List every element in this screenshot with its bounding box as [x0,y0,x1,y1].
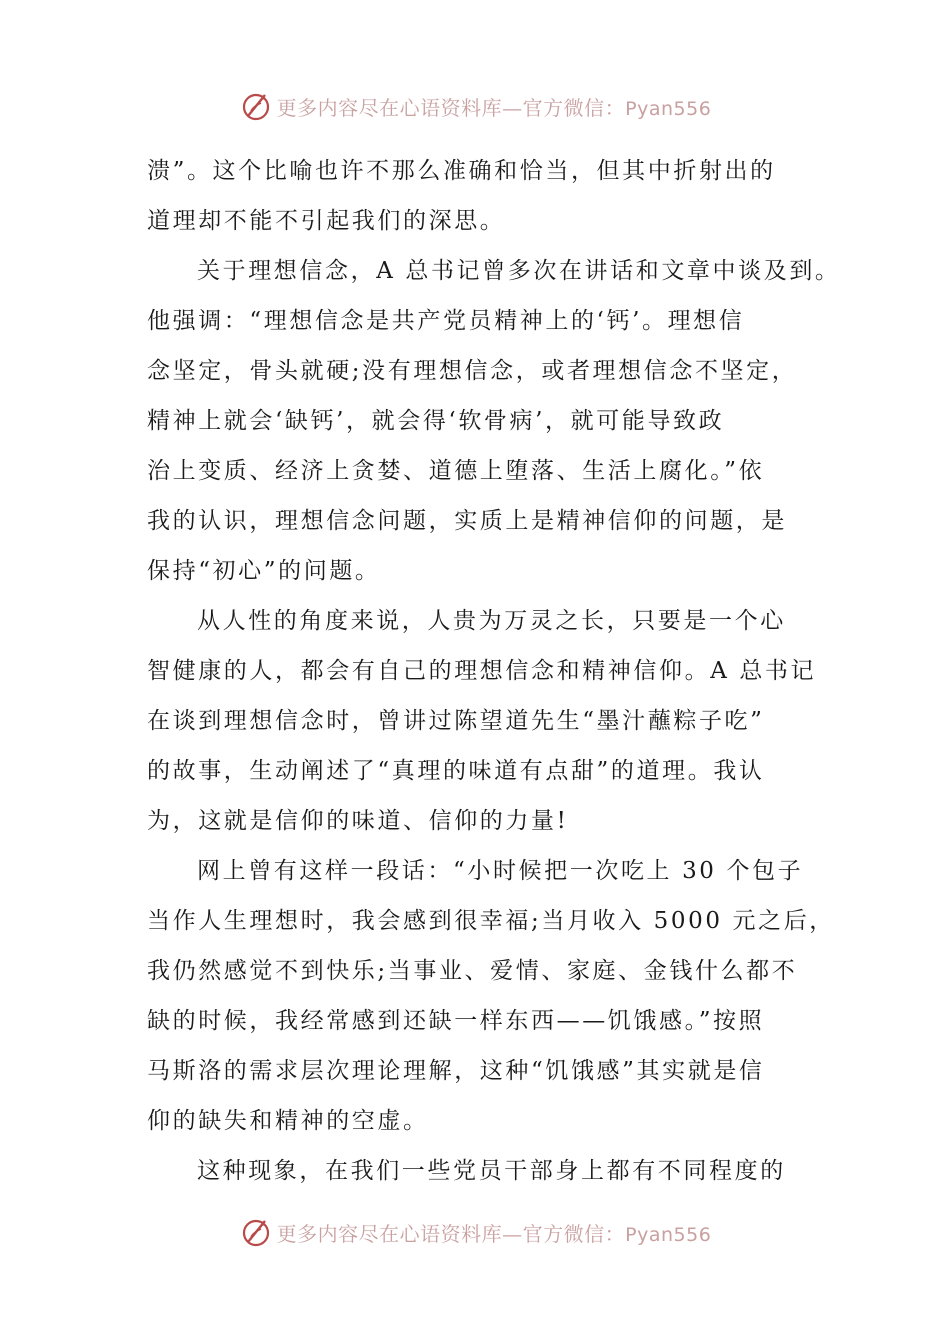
text-line: 治上变质、经济上贪婪、道德上堕落、生活上腐化。”依 [147,458,765,484]
banner-text: 更多内容尽在心语资料库—官方微信：Pyan556 [276,95,712,120]
wechat-id: Pyan556 [625,1223,712,1246]
text-line: 网上曾有这样一段话：“小时候把一次吃上 30 个包子 [197,858,804,884]
text-line: 我的认识，理想信念问题，实质上是精神信仰的问题，是 [147,508,787,534]
text-line: 溃”。这个比喻也许不那么准确和恰当，但其中折射出的 [147,158,776,184]
document-body [147,146,841,1196]
text-line: 智健康的人，都会有自己的理想信念和精神信仰。A 总书记 [147,658,817,684]
quill-logo-icon [239,1215,273,1249]
text-line: 缺的时候，我经常感到还缺一样东西——饥饿感。”按照 [147,1008,765,1034]
footer-banner [0,1210,950,1254]
header-banner [0,84,950,128]
text-line: 仰的缺失和精神的空虚。 [147,1108,429,1134]
text-line: 道理却不能不引起我们的深思。 [147,208,506,234]
text-line: 他强调：“理想信念是共产党员精神上的‘钙’。理想信 [147,308,745,334]
text-line: 我仍然感觉不到快乐;当事业、爱情、家庭、金钱什么都不 [147,958,798,984]
text-line: 在谈到理想信念时，曾讲过陈望道先生“墨汁蘸粽子吃” [147,708,765,734]
text-line: 的故事，生动阐述了“真理的味道有点甜”的道理。我认 [147,758,765,784]
text-line: 当作人生理想时，我会感到很幸福;当月收入 5000 元之后， [147,908,835,934]
quill-logo-icon [239,89,273,123]
banner-text: 更多内容尽在心语资料库—官方微信：Pyan556 [276,1221,712,1246]
text-line: 马斯洛的需求层次理论理解，这种“饥饿感”其实就是信 [147,1058,765,1084]
text-line: 这种现象，在我们一些党员干部身上都有不同程度的 [197,1158,786,1184]
text-line: 关于理想信念，A 总书记曾多次在讲话和文章中谈及到。 [197,258,841,284]
text-line: 从人性的角度来说，人贵为万灵之长，只要是一个心 [197,608,786,634]
text-line: 念坚定，骨头就硬;没有理想信念，或者理想信念不坚定， [147,358,798,384]
wechat-id: Pyan556 [625,97,712,120]
text-line: 精神上就会‘缺钙’，就会得‘软骨病’，就可能导致政 [147,408,725,434]
text-line: 保持“初心”的问题。 [147,558,381,584]
text-line: 为，这就是信仰的味道、信仰的力量! [147,808,569,834]
